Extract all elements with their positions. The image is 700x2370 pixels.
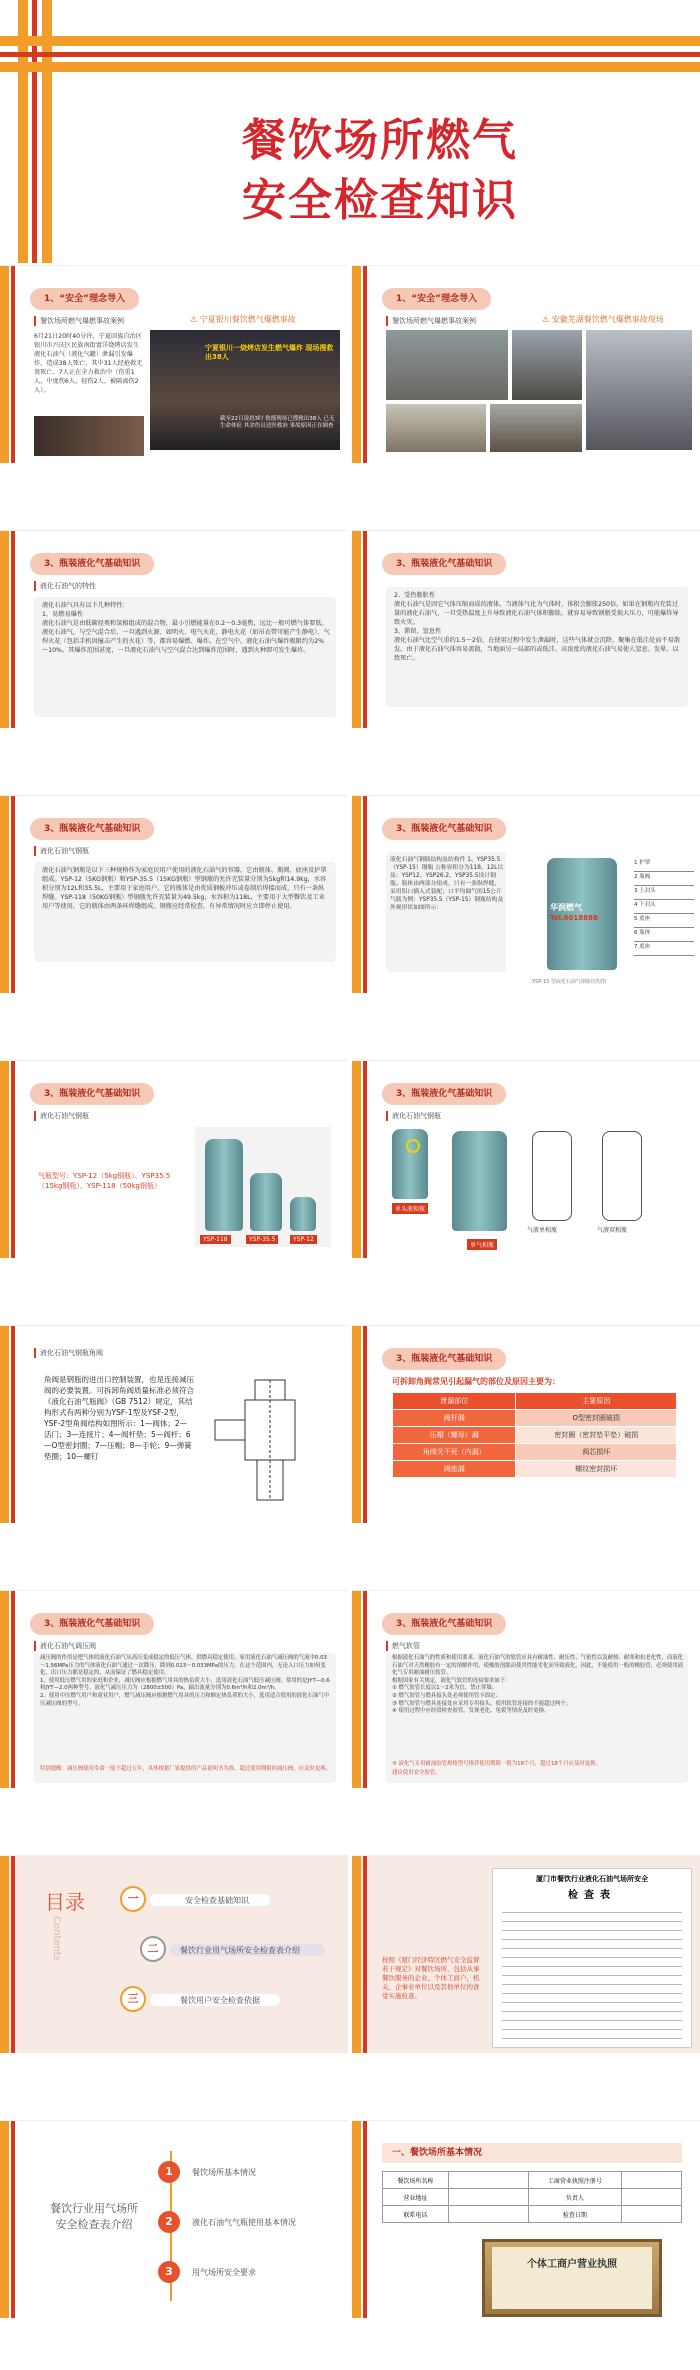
doc-table-lines: [502, 1904, 682, 2039]
section-title: 3、瓶装液化气基础知识: [30, 553, 154, 575]
table-cell: 联系电话: [383, 2206, 449, 2223]
cylinder-diagram: [532, 1131, 572, 1221]
hose-text: 根据液化石油气的性质和使用要求，液化石油气的软管应具有耐油性、耐压性、气密性以及耐热、耐寒和抗老化性，而液化石油气对天然橡胶有一定的溶解作用，使橡胶溶胀而使其性能劣化而导致液化，因此，不能使用一般的橡胶管，必须使用液化气专用耐油耐压软管。 根据国家有关规定，液化气软管的连接要求如下： ① 燃气胶管长度以1～2米为宜，禁止穿墙； ② 燃气胶管与燃具接头处必须使用管卡固定； ③ 燃气胶管与燃具连接处应采用专用接头，使用软管连接的不能超过两个； ④ 使用过程中应经常检查胶管，发现老化、龟裂等情况及时更换。: [392, 1655, 684, 1715]
intro-title: 餐饮行业用气场所 安全检查表介绍: [50, 2202, 138, 2231]
table-cell: 负责人: [528, 2189, 621, 2206]
structure-text: 液化石油气钢瓶结构及结构件 1、YSP35.5（YSP-15）钢瓶 公称容积分为118、12L以及：YSP12、YSP26.2、YSP35.5设计钢瓶。瓶体由两部分组成，只有一条纵焊缝，采用铝口插入式装配；口平均圆气的15公斤气瓶为例：YSP35.5（YSP-15）钢瓶结构及外观形状如图所示：: [390, 857, 504, 911]
toc-item[interactable]: 安全检查基础知识: [185, 1896, 249, 1905]
type-label: 气液单相瓶: [527, 1227, 558, 1234]
cover-title-2: 安全检查知识: [242, 175, 518, 226]
subsection-title: 餐饮场所燃气爆燃事故案例: [34, 316, 124, 326]
slide-lpg-properties-2: [352, 530, 700, 728]
section-title: 一、餐饮场所基本情况: [382, 2143, 682, 2163]
slide-regulator: [0, 1590, 348, 1788]
timeline-item[interactable]: 餐饮场所基本情况: [192, 2168, 256, 2177]
slide-cylinder-models: [0, 1060, 348, 1258]
slide-cylinder-intro: [0, 795, 348, 993]
subsection-title: 液化石油气钢瓶: [386, 1111, 441, 1121]
cylinder-photo: [452, 1131, 507, 1231]
subsection-title: 液化石油气调压阀: [34, 1641, 96, 1651]
section-title: 3、瓶装液化气基础知识: [382, 818, 506, 840]
warning-title: ⚠ 安徽芜湖餐饮燃气爆燃事故现场: [542, 315, 664, 324]
cover-stripe: [0, 36, 700, 46]
table-cell: 密封圈（密封垫平垫）破损: [516, 1427, 677, 1444]
highlight-circle: [406, 1139, 420, 1153]
models-text: 气瓶型号：YSP-12（5kg钢瓶）、YSP35.5（15kg钢瓶）、YSP-118（50kg钢瓶）: [38, 1172, 171, 1190]
slide-checklist-intro: [0, 2120, 348, 2318]
subsection-title: 液化石油气钢瓶: [34, 846, 89, 856]
type-label: 单气相瓶: [467, 1239, 497, 1250]
table-cell: O型密封圈破损: [516, 1410, 677, 1427]
cover-stripe: [0, 52, 700, 57]
type-label: 单头液相瓶: [392, 1203, 428, 1214]
cylinder-medium: [250, 1173, 282, 1231]
timeline-item[interactable]: 液化石油气气瓶使用基本情况: [192, 2218, 296, 2227]
table-header: 主要原因: [516, 1393, 677, 1410]
accident-photo-2: [34, 416, 144, 456]
license-title: 个体工商户营业执照: [527, 2259, 617, 2270]
timeline-number: 2: [158, 2211, 180, 2233]
toc-number: 二: [140, 1936, 166, 1962]
section-title: 3、瓶装液化气基础知识: [30, 1083, 154, 1105]
section-title: 3、瓶装液化气基础知识: [30, 818, 154, 840]
checklist-note: 按照《厦门经济特区燃气安全监督若干规定》对餐饮场所，包括从事餐饮服务的企业、个体工商户，机关、企事业单位以及其他单位的食堂实施检查。: [382, 1956, 480, 2000]
section-title: 1、“安全”理念导入: [30, 288, 139, 310]
model-tag: YSP-118: [200, 1235, 231, 1244]
slide-cylinder-structure: [352, 795, 700, 993]
cylinder-large: [205, 1139, 243, 1231]
toc-number: 三: [120, 1986, 146, 2012]
cover-slide: [0, 0, 700, 263]
table-cell: 检查日期: [528, 2206, 621, 2223]
subsection-title: 液化石油气钢瓶角阀: [34, 1348, 103, 1358]
section-title: 3、瓶装液化气基础知识: [382, 1613, 506, 1635]
slide-lpg-properties-1: [0, 530, 348, 728]
table-cell: 角阀关不死（内漏）: [393, 1444, 516, 1461]
timeline-number: 1: [158, 2161, 180, 2183]
table-header: 泄漏部位: [393, 1393, 516, 1410]
part-label: 3 上封头: [634, 886, 694, 900]
type-label: 气液双相瓶: [597, 1227, 628, 1234]
info-table: [382, 2171, 682, 2223]
diagram-caption: YSP-15 型液化石油气钢瓶结构图: [532, 979, 606, 985]
part-label: 1 护罩: [634, 858, 694, 872]
table-cell: 餐饮场所名称: [383, 2172, 449, 2189]
timeline-number: 3: [158, 2261, 180, 2283]
slide-cylinder-types: [352, 1060, 700, 1258]
subsection-title: 液化石油气钢瓶: [34, 1111, 89, 1121]
hose-note-2: 建议使用安全胶管。: [392, 1770, 441, 1776]
accident-photo: [490, 404, 582, 452]
model-tag: YSP-35.5: [246, 1235, 278, 1244]
cylinder-small: [290, 1197, 316, 1231]
photo-caption: 宁夏银川一烧烤店发生燃气爆炸 现场搜救出38人: [205, 344, 334, 361]
slide-leak-causes: [352, 1325, 700, 1523]
part-label: 4 下封头: [634, 900, 694, 914]
slide-accident-wuhu: [352, 265, 700, 463]
leak-heading: 可拆卸角阀常见引起漏气的部位及原因主要为：: [392, 1377, 560, 1386]
subsection-title: 液化石油气的特性: [34, 581, 96, 591]
accident-photo: [586, 330, 692, 450]
slide-basic-info: [352, 2120, 700, 2318]
hose-note: ⑤ 液化气专用耐油胶管规格型号推荐使用期限一般为18个月，超过18个月应及时更换。: [392, 1761, 601, 1767]
accident-photo: [386, 404, 486, 452]
phone-label: Tel.6018888: [550, 914, 598, 922]
part-label: 5 底座: [634, 914, 694, 928]
slide-checklist-doc: [352, 1855, 700, 2053]
table-cell: 压帽（螺母）漏: [393, 1427, 516, 1444]
section-title: 3、瓶装液化气基础知识: [30, 1613, 154, 1635]
toc-item[interactable]: 餐饮行业用气场所安全检查表介绍: [180, 1946, 300, 1955]
valve-diagram: [205, 1370, 335, 1510]
part-label: 7 底座: [634, 942, 694, 956]
table-cell: 螺纹密封损坏: [516, 1461, 677, 1478]
brand-label: 华润燃气: [550, 903, 582, 912]
table-cell: 阀杆漏: [393, 1410, 516, 1427]
valve-text: 角阀是钢瓶的进出口控制装置，也是连接减压阀的必要装置。可拆卸角阀质量标准必须符合《液化石油气瓶阀》（GB 7512）规定，其结构形式有两种分别为YSF-1型及YSF-2型，YSF-2型角阀结构如图所示：1—阀体；2—活门；3—连接片；4—阀杆垫；5—阀杆；6—O型密封圈；7—压帽；8—手轮；9—弹簧垫圈；10—螺钉: [44, 1375, 194, 1461]
photo-caption-2: 截至22日凌晨3时 救援现场已搜救出38人 已无生命体征 其余伤员送医救治 事故原因正在调查: [220, 416, 335, 429]
cover-stripe: [0, 62, 700, 72]
subsection-title: 燃气软管: [386, 1641, 420, 1651]
slide-angle-valve: [0, 1325, 348, 1523]
properties-text: 2、受热膨胀性 液化石油气是因它气体压缩而成的液体，当液体气化为气体时，体积会膨胀250倍。如果在钢瓶内充装过量的液化石油气，一旦受热温度上升导致液化石油气体积膨胀，就容易导致钢瓶受损大压力，可能爆炸导致火灾。 3、滞留、窒息性 液化石油气比空气重约1.5～2倍，在使用过程中发生泄漏时，这些气体就会沉降，聚集在低洼处而不易散发。由于液化石油气体容易流散，当地面另一局部的或低洼、高浓度的液化石油气易使人窒息、发晕、以致死亡。: [394, 592, 681, 662]
table-cell: 营业地址: [383, 2189, 449, 2206]
cover-title-1: 餐饮场所燃气: [242, 115, 518, 166]
warning-title: ⚠ 宁夏银川餐饮燃气爆燃事故: [190, 315, 296, 324]
cylinder-text: 液化石油气钢瓶是以下三种规格作为家庭民用户使用的液化石油气的容器，它由瓶体、瓶阀、底座及护罩组成。YSP-12（5KG钢瓶）和YSP-35.5（15KG钢瓶）型钢瓶的允许充装量分别为5kg和14.9kg，水容积分别为12L和35.5L，主要用于家庭用户。它的瓶体是由优质钢板冲压或卷制后焊接而成，只有一条纵焊缝。YSP-118（50KG钢瓶）型钢瓶允许充装量为49.5kg，水容积为118L，主要用于大型餐饮及工业用户等使用，它的瓶体由两条环焊缝组成。钢瓶应经常检查，有异常情况时应立即停止使用。: [42, 867, 327, 910]
table-cell: 阀芯损坏: [516, 1444, 677, 1461]
part-label: 2 瓶阀: [634, 872, 694, 886]
doc-title: 厦门市餐饮行业液化石油气场所安全: [536, 1875, 648, 1883]
section-title: 3、瓶装液化气基础知识: [382, 553, 506, 575]
properties-text: 液化石油气具有以下几种特性： 1、易燃易爆性 液化石油气是由低碳烃类和氢相组成的混合物，最小引燃能量在0.2～0.3毫焦，远比一般可燃气体要低。液化石油气，与空气混合后，一旦遇到火源、如明火、电气火花、静电火花（如吊衣带可能产生静电）、气焊火花（包括手机因撞击产生的火花）等，都容易爆燃、爆炸。在空气中，液化石油气爆炸极限约为2%～10%。其爆炸范围甚宽，一旦液化石油气与空气混合达到爆炸范围时，遇到火种即可发生爆炸。: [42, 602, 330, 654]
table-cell: 工商营业执照注册号: [528, 2172, 621, 2189]
part-label: 6 瓶体: [634, 928, 694, 942]
doc-title-2: 检查表: [568, 1890, 616, 1901]
slide-accident-yinchuan: [0, 265, 348, 463]
section-title: 3、瓶装液化气基础知识: [382, 1083, 506, 1105]
leak-table: [392, 1392, 677, 1478]
cylinder-diagram: [602, 1131, 642, 1221]
toc-subtitle: Contents: [51, 1916, 62, 1961]
toc-number: 一: [120, 1886, 146, 1912]
section-title: 3、瓶装液化气基础知识: [382, 1348, 506, 1370]
slide-hose: [352, 1590, 700, 1788]
regulator-note: 特别提醒：减压阀使用寿命一般不超过五年，具体根据厂家提供的产品说明书为准。超过使用期限的减压阀，应及时更换。: [40, 1766, 332, 1772]
accident-text: 6月21日20时40分许，宁夏回族自治区银川市兴庆区民族南街富洋烧烤店发生液化石油气（液化气罐）泄漏引发爆炸，造成38人死亡、其中31人经抢救无效死亡、7人正在全力救治中（伤重1人、中度伤6人、轻伤2人、被隔离伤2人）。: [34, 333, 143, 394]
parts-list: [634, 858, 694, 956]
model-tag: YSP-12: [290, 1235, 317, 1244]
toc-item[interactable]: 餐饮用户安全检查依据: [180, 1996, 260, 2005]
timeline-item[interactable]: 用气场所安全要求: [192, 2268, 256, 2277]
toc-title: 目录: [45, 1890, 85, 1914]
subsection-title: 餐饮场所燃气爆燃事故案例: [386, 316, 476, 326]
accident-photo: [386, 330, 508, 400]
accident-photo: [512, 330, 582, 400]
section-title: 1、“安全”理念导入: [382, 288, 491, 310]
slide-contents: [0, 1855, 348, 2053]
table-cell: 阀座漏: [393, 1461, 516, 1478]
regulator-text: 减压阀的作用是把气体的液化石油气从高压变成稳定的低压气体，供燃具稳定使用，家用液化石油气减压阀的气流中0.03～1.56MPa压力的气体液化石油气通过一次降压，降到0.023～0.033MPa的压力，在这个范围内，无论入口压力如何变化，出口压力都是稳定的，从而保证了燃具稳定使用。 1、使用低压燃气用的家庭和企业，减压阀应根据燃气用具的热负荷大小，选用液化石油气低压减压阀。常用的是JYT—0.6和JYT—2.0两种型号，液化气减压压力为（2800±500）Pa，输出流量分别为0.6m³/h和2.0m³/h。 2、使用中压燃气用户和商业用户，燃气减压阀应根据燃气用具的压力和额定热负荷的大小，选用适合使用的液化石油气中压减压阀的型号。: [40, 1655, 330, 1707]
